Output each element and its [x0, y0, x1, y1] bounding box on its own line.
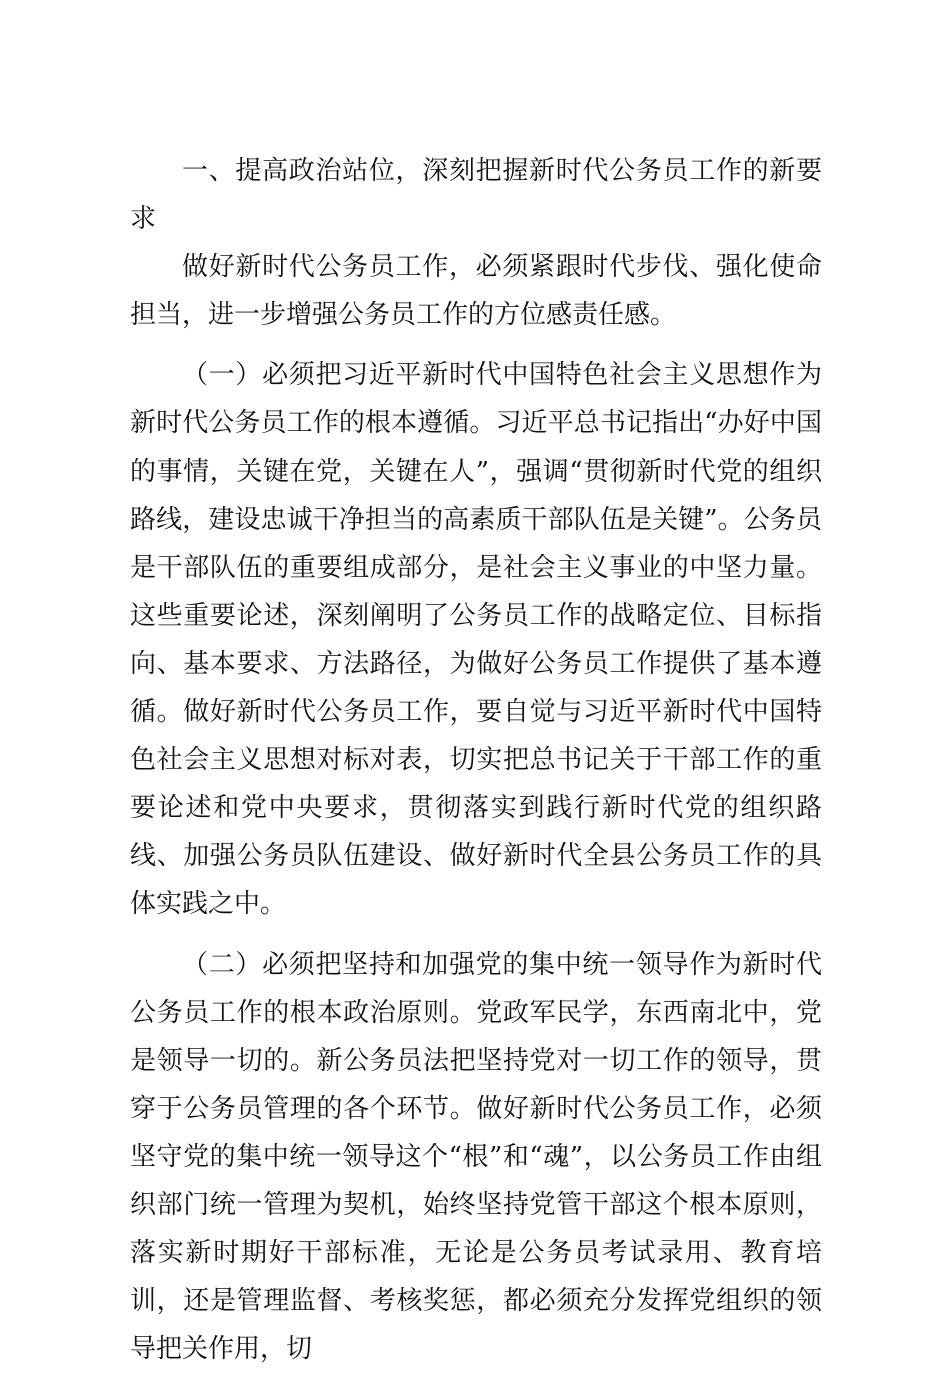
- paragraph-item-1: （一）必须把习近平新时代中国特色社会主义思想作为新时代公务员工作的根本遵循。习近平总书记指出“办好中国的事情，关键在党，关键在人”，强调“贯彻新时代党的组织路线，建设忠诚干净担当的高素质干部队伍是关键”。公务员是干部队伍的重要组成部分，是社会主义事业的中坚力量。这些重要论述，深刻阐明了公务员工作的战略定位、目标指向、基本要求、方法路径，为做好公务员工作提供了基本遵循。做好新时代公务员工作，要自觉与习近平新时代中国特色社会主义思想对标对表，切实把总书记关于干部工作的重要论述和党中央要求，贯彻落实到践行新时代党的组织路线、加强公务员队伍建设、做好新时代全县公务员工作的具体实践之中。: [130, 351, 822, 928]
- paragraph-item-2: （二）必须把坚持和加强党的集中统一领导作为新时代公务员工作的根本政治原则。党政军民学，东西南北中，党是领导一切的。新公务员法把坚持党对一切工作的领导，贯穿于公务员管理的各个环节。做好新时代公务员工作，必须坚守党的集中统一领导这个“根”和“魂”，以公务员工作由组织部门统一管理为契机，始终坚持党管干部这个根本原则，落实新时期好干部标准，无论是公务员考试录用、教育培训，还是管理监督、考核奖惩，都必须充分发挥党组织的领导把关作用，切: [130, 941, 822, 1373]
- section-heading: 一、提高政治站位，深刻把握新时代公务员工作的新要求: [130, 147, 822, 243]
- paragraph-intro: 做好新时代公务员工作，必须紧跟时代步伐、强化使命担当，进一步增强公务员工作的方位感责任感。: [130, 243, 822, 339]
- document-body: [130, 147, 822, 1373]
